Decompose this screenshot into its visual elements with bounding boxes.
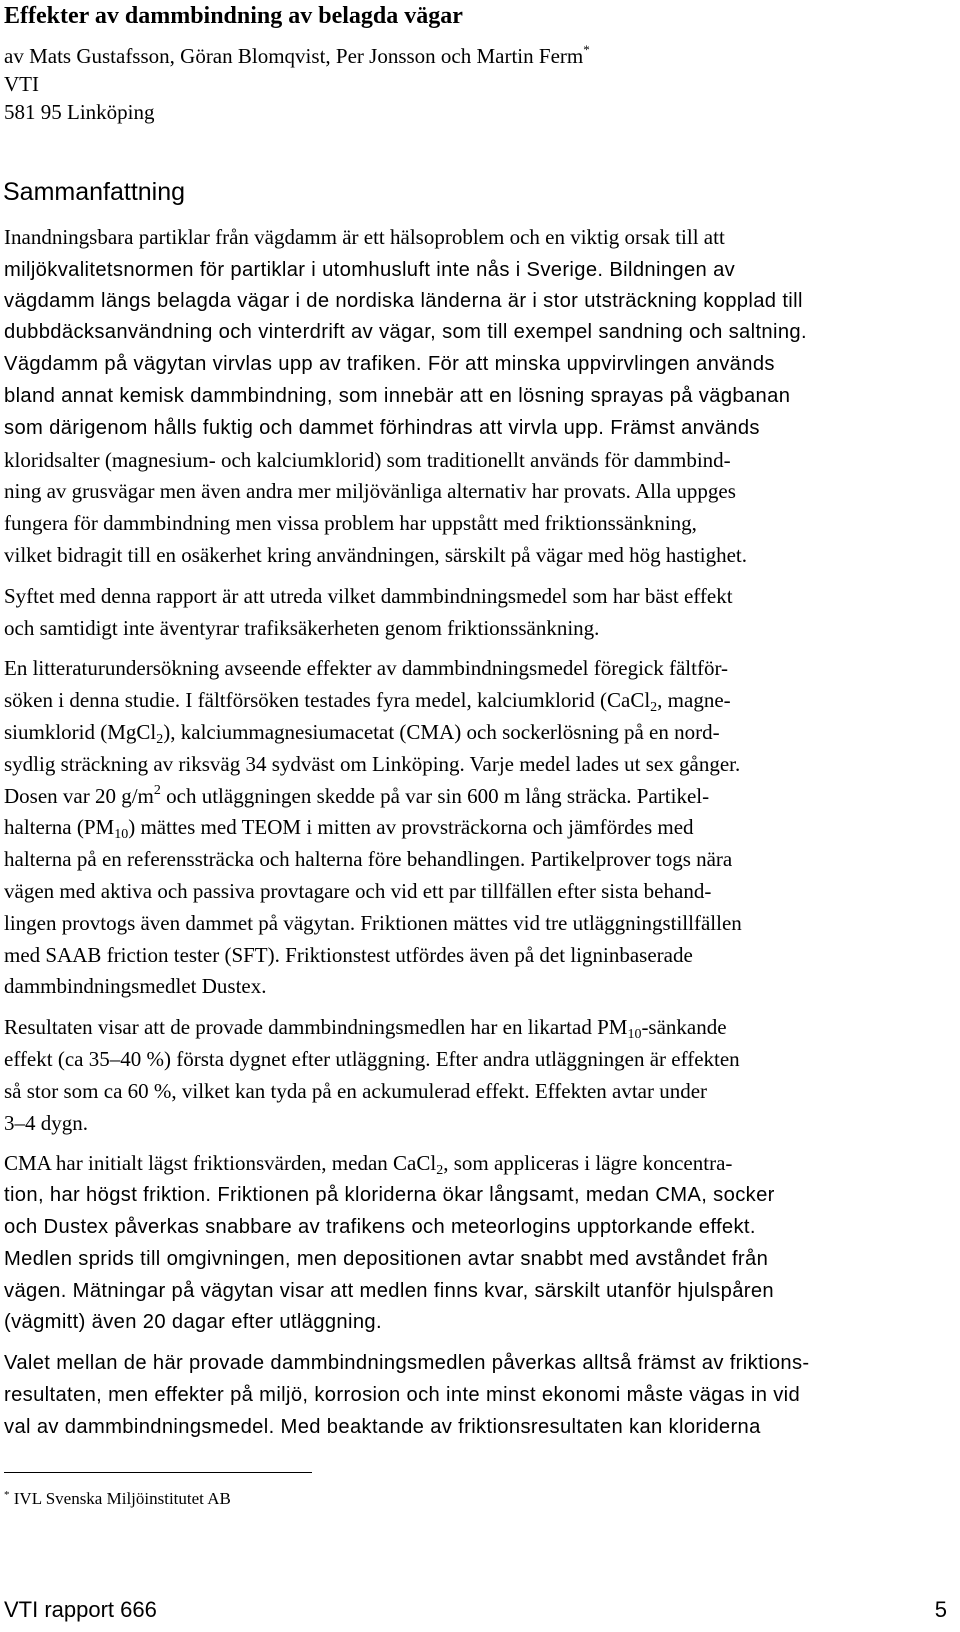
text-line: Vägdamm på vägytan virvlas upp av trafiken. För att minska uppvirvlingen används [4,353,775,376]
organization: VTI [4,72,39,96]
text-line: Inandningsbara partiklar från vägdamm är ett hälsoproblem och en viktig orsak till att [4,225,725,249]
paragraph-4 [4,1012,954,1139]
document-title: Effekter av dammbindning av belagda vägar [4,3,463,29]
text-line: Dosen var 20 $g/m^2$ och utläggningen skedde på var sin 600 m lång sträcka. Partikel- [4,782,710,808]
text-line: fungera för dammbindning men vissa problem har uppstått med friktionssänkning, [4,511,697,536]
author-footnote-marker: * [583,42,590,57]
text-line: lingen provtogs även dammet på vägytan. Friktionen mättes vid tre utläggningstillfällen [4,910,742,935]
text-line: Syftet med denna rapport är att utreda vilket dammbindningsmedel som har bäst effekt [4,583,733,608]
text-line: Valet mellan de här provade dammbindningsmedlen påverkas alltså främst av friktions- [4,1352,810,1375]
text-line: vägdamm längs belagda vägar i de nordiska länderna är i stor utsträckning kopplad till [4,289,803,312]
paragraph-1 [4,222,954,572]
text-line: och samtidigt inte äventyrar trafiksäkerheten genom friktionssänkning. [4,615,600,640]
text-line: vilket bidragit till en osäkerhet kring användningen, särskilt på vägar med hög hastighet. [4,542,747,567]
text-line: som därigenom hålls fuktig och dammet förhindras att virvla upp. Främst används [4,416,760,439]
text-line: 3–4 dygn. [4,1110,88,1135]
section-heading: Sammanfattning [3,178,186,206]
text-line: ning av grusvägar men även andra mer miljövänliga alternativ har provats. Alla uppges [4,479,736,504]
text-line: vägen. Mätningar på vägytan visar att medlen finns kvar, särskilt utanför hjulspåren [4,1279,774,1302]
text-line: och Dustex påverkas snabbare av trafikens och meteorlogins upptorkande effekt. [4,1215,756,1238]
text-line: CMA har initialt lägst friktionsvärden, medan CaCl$_2$, som appliceras i lägre koncentra- [4,1151,733,1179]
text-line: siumklorid (MgCl$_2$), kalciummagnesiumacetat (CMA) och sockerlösning på en nord- [4,719,720,747]
text-line: sydlig sträckning av riksväg 34 sydväst om Linköping. Varje medel lades ut sex gånger. [4,751,741,776]
text-line: (vägmitt) även 20 dagar efter utläggning. [4,1311,382,1334]
paragraph-2 [4,581,954,645]
paragraph-5 [4,1148,954,1339]
text-line: söken i denna studie. I fältförsöken testades fyra medel, kalciumklorid (CaCl$_2$, magne- [4,688,731,716]
text-line: val av dammbindningsmedel. Med beaktande av friktionsresultaten kan kloriderna [4,1415,761,1438]
text-line: dammbindningsmedlet Dustex. [4,974,267,999]
text-line: vägen med aktiva och passiva provtagare och vid ett par tillfällen efter sista behand- [4,878,712,903]
text-line: med SAAB friction tester (SFT). Friktionstest utfördes även på det ligninbaserade [4,942,693,967]
paragraph-6 [4,1348,954,1443]
text-line: så stor som ca 60 %, vilket kan tyda på en ackumulerad effekt. Effekten avtar under [4,1078,708,1103]
paragraph-3 [4,653,954,1003]
text-line: halterna $(PM_{10})$ mättes med TEOM i mitten av provsträckorna och jämfördes med [4,815,694,843]
footnote [4,1488,231,1512]
page-number: 5 [934,1597,947,1622]
text-line: tion, har högst friktion. Friktionen på kloriderna ökar långsamt, medan CMA, socker [4,1184,775,1207]
footnote-text: IVL Svenska Miljöinstitutet AB [13,1489,231,1508]
text-line: En litteraturundersökning avseende effekter av dammbindningsmedel föregick fältför- [4,656,729,681]
footnote-separator [4,1472,312,1473]
text-line: effekt (ca 35–40 %) första dygnet efter utläggning. Efter andra utläggningen är effekten [4,1046,740,1071]
text-line: halterna på en referenssträcka och halterna före behandlingen. Partikelprover togs nära [4,847,733,872]
text-line: Resultaten visar att de provade dammbindningsmedlen har en likartad $PM_{10}$-sänkande [4,1015,727,1043]
text-line: resultaten, men effekter på miljö, korrosion och inte minst ekonomi måste vägas in vid [4,1383,801,1406]
address: 581 95 Linköping [4,100,155,124]
text-line: kloridsalter (magnesium- och kalciumklorid) som traditionellt används för dammbind- [4,447,731,472]
text-line: bland annat kemisk dammbindning, som innebär att en lösning sprayas på vägbanan [4,384,791,407]
footnote-marker: * [4,1489,10,1501]
authors-text: av Mats Gustafsson, Göran Blomqvist, Per Jonsson och Martin Ferm [4,44,584,68]
text-line: dubbdäcksanvändning och vinterdrift av vägar, som till exempel sandning och saltning. [4,321,807,344]
summary-body [4,222,954,1452]
text-line: miljökvalitetsnormen för partiklar i utomhusluft inte nås i Sverige. Bildningen av [4,258,736,281]
text-line: Medlen sprids till omgivningen, men depositionen avtar snabbt med avståndet från [4,1247,769,1270]
footer-report-name: VTI rapport 666 [4,1597,157,1622]
authors-line [4,42,590,70]
